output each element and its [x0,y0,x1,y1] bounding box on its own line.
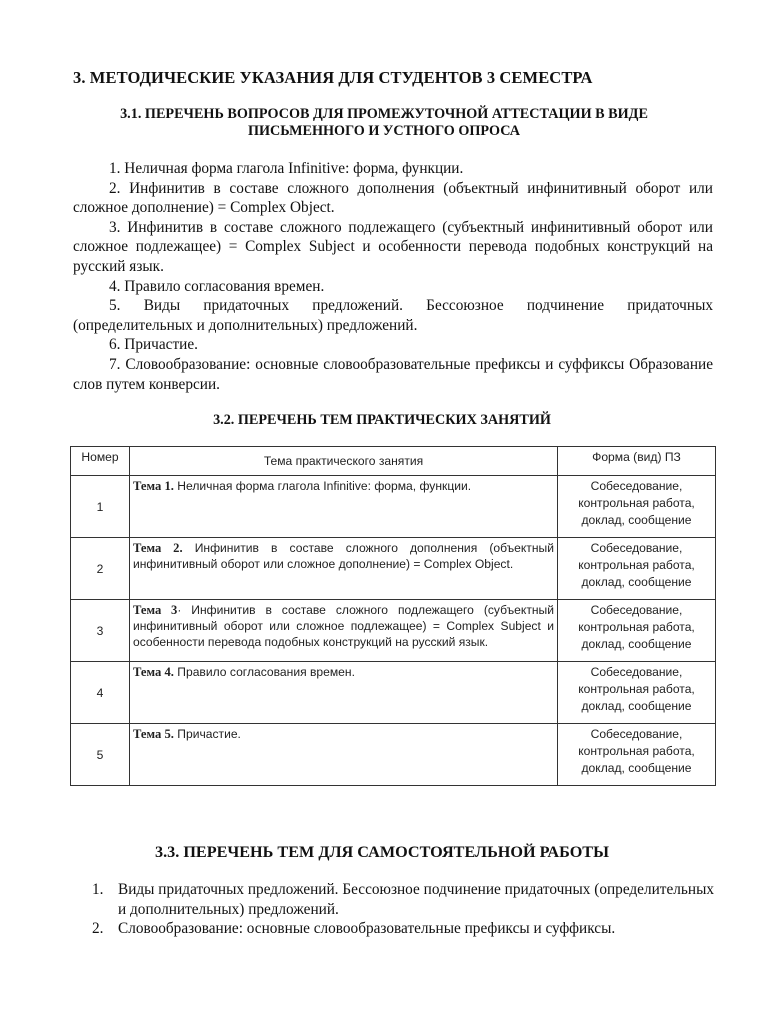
list-item-number: 2. [92,920,104,938]
table-row [71,662,716,724]
table-row [71,600,716,662]
row-number: 3 [71,600,130,662]
question-item: 6. Причастие. [109,336,198,354]
row-number: 2 [71,538,130,600]
row-topic [130,600,558,662]
list-item-number: 1. [92,881,104,898]
question-item: 2. Инфинитив в составе сложного дополнения (объектный инфинитивный оборот или сложное дополнение) = Complex Object. [73,179,713,217]
header-number: Номер [71,447,130,476]
question-item: 5. Виды придаточных предложений. Бессоюзное подчинение придаточных (определительных и дополнительных) предложений. [73,297,713,334]
row-number: 4 [71,662,130,724]
row-form: Собеседование, контрольная работа, доклад, сообщение [558,724,716,786]
topic-text: Правило согласования времен. [177,665,355,679]
header-topic: Тема практического занятия [130,447,558,476]
table-header-row [71,447,716,476]
row-number: 5 [71,724,130,786]
row-topic [130,476,558,538]
question-item: 1. Неличная форма глагола Infinitive: форма, функции. [109,160,464,177]
row-topic [130,662,558,724]
topic-label: Тема 4. [133,665,174,679]
question-item: 3. Инфинитив в составе сложного подлежащего (субъектный инфинитивный оборот или сложное подлежащее) = Complex Subject и особенности перевода подобных конструкций на русский язык. [73,218,713,275]
section-3-2-title: 3.2. ПЕРЕЧЕНЬ ТЕМ ПРАКТИЧЕСКИХ ЗАНЯТИЙ [213,412,551,428]
list-item-text: Виды придаточных предложений. Бессоюзное подчинение придаточных (определительных и дополнительных) предложений. [118,881,714,918]
table-row [71,538,716,600]
row-topic [130,538,558,600]
page-heading: 3. МЕТОДИЧЕСКИЕ УКАЗАНИЯ ДЛЯ СТУДЕНТОВ 3 СЕМЕСТРА [73,68,593,87]
list-item [92,880,714,919]
table-row [71,724,716,786]
section-3-1-title [80,106,688,140]
row-form: Собеседование, контрольная работа, доклад, сообщение [558,476,716,538]
topic-text: Инфинитив в составе сложного дополнения (объектный инфинитивный оборот или сложное дополнение) = Complex Object. [133,541,554,571]
row-number: 1 [71,476,130,538]
table-row [71,476,716,538]
row-form: Собеседование, контрольная работа, доклад, сообщение [558,600,716,662]
section-3-3-title: 3.3. ПЕРЕЧЕНЬ ТЕМ ДЛЯ САМОСТОЯТЕЛЬНОЙ РАБОТЫ [154,843,609,861]
topic-label: Тема 2. [133,541,183,555]
row-form: Собеседование, контрольная работа, доклад, сообщение [558,538,716,600]
row-topic [130,724,558,786]
topic-label: Тема 3 [133,603,178,617]
topic-label: Тема 5. [133,727,174,741]
list-item [92,919,714,939]
header-form: Форма (вид) ПЗ [558,447,716,476]
practical-topics-table [70,446,716,786]
row-form: Собеседование, контрольная работа, доклад, сообщение [558,662,716,724]
topic-text: Причастие. [177,727,241,741]
list-item-text: Словообразование: основные словообразовательные префиксы и суффиксы. [118,920,616,938]
self-study-list [92,880,714,939]
question-item: 7. Словообразование: основные словообразовательные префиксы и суффиксы Образование слов путем конверсии. [73,355,713,393]
topic-text: Неличная форма глагола Infinitive: форма, функции. [177,479,472,493]
topic-text: · Инфинитив в составе сложного подлежащего (субъектный инфинитивный оборот или сложное подлежащее) = Complex Subject и особенности перевода подобных конструкций на русский язык. [133,603,554,649]
topic-label: Тема 1. [133,479,174,493]
question-item: 4. Правило согласования времен. [109,277,325,295]
section-3-1-title-line2: ПИСЬМЕННОГО И УСТНОГО ОПРОСА [247,123,521,139]
question-list [73,159,713,394]
section-3-1-title-line1: 3.1. ПЕРЕЧЕНЬ ВОПРОСОВ ДЛЯ ПРОМЕЖУТОЧНОЙ АТТЕСТАЦИИ В ВИДЕ [120,106,648,122]
